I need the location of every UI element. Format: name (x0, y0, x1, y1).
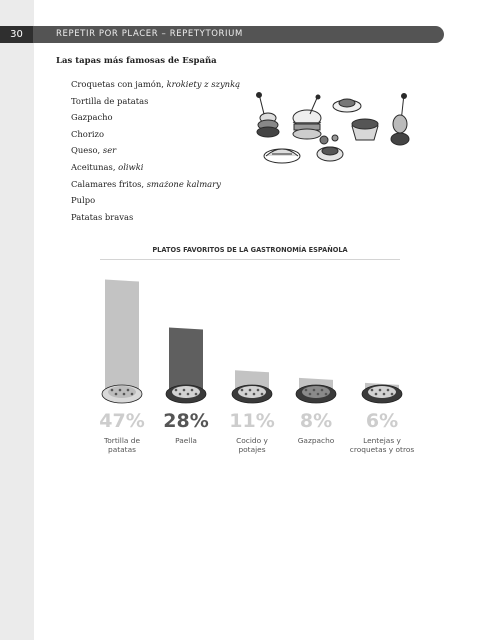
tapas-list-item (71, 76, 240, 93)
paella-icon (166, 385, 206, 403)
tapas-list (71, 76, 240, 225)
category-label-1: Tortilla de patatas (104, 436, 140, 454)
category-label-5: Lentejas y croquetas y otros (349, 436, 415, 454)
section-heading: Las tapas más famosas de España (56, 56, 217, 66)
page-margin-strip (0, 0, 34, 640)
data-label-4: 8% (299, 410, 333, 432)
tapa-name: Queso, (71, 145, 101, 156)
tapas-list-item (71, 126, 240, 143)
chart-title-rule (100, 259, 400, 260)
tapa-name: Aceitunas, (71, 161, 116, 172)
data-label-1: 47% (99, 410, 145, 432)
data-label-5: 6% (365, 410, 399, 432)
cocido-icon (232, 385, 272, 403)
tapas-list-item (71, 176, 240, 193)
tapa-name: Croquetas con jamón, (71, 79, 164, 89)
data-label-2: 28% (163, 410, 209, 432)
tapa-name: Pulpo (71, 195, 96, 206)
tortilla-icon (102, 385, 142, 403)
gazpacho-icon (296, 385, 336, 403)
tapa-name: Gazpacho (71, 112, 113, 123)
tapa-translation: oliwki (118, 161, 144, 172)
tapa-translation: ser (102, 145, 117, 156)
category-label-4: Gazpacho (297, 436, 335, 445)
tapa-name: Chorizo (71, 128, 104, 139)
tapas-list-item (71, 142, 240, 159)
favorite-dishes-chart (90, 262, 430, 410)
category-label-3: Cocido y potajes (236, 436, 268, 454)
tapa-translation: krokiety z szynką (166, 79, 241, 89)
lentejas-icon (362, 385, 402, 403)
tapa-name: Patatas bravas (71, 211, 134, 222)
page-number: 30 (0, 26, 33, 43)
category-label-2: Paella (175, 436, 197, 445)
tapa-translation: smażone kalmary (146, 178, 221, 189)
bar-1 (105, 280, 139, 398)
tapa-name: Calamares fritos, (71, 178, 145, 189)
tapas-list-item (71, 93, 240, 110)
tapas-list-item (71, 159, 240, 176)
chart-title: PLATOS FAVORITOS DE LA GASTRONOMÍA ESPAÑOLA (152, 246, 348, 254)
tapas-illustration (244, 92, 416, 176)
tapas-list-item (71, 209, 240, 226)
tapas-list-item (71, 109, 240, 126)
tapa-name: Tortilla de patatas (71, 95, 149, 106)
tapas-list-item (71, 192, 240, 209)
data-label-3: 11% (229, 410, 275, 432)
running-header-title: REPETIR POR PLACER – REPETYTORIUM (56, 29, 243, 39)
